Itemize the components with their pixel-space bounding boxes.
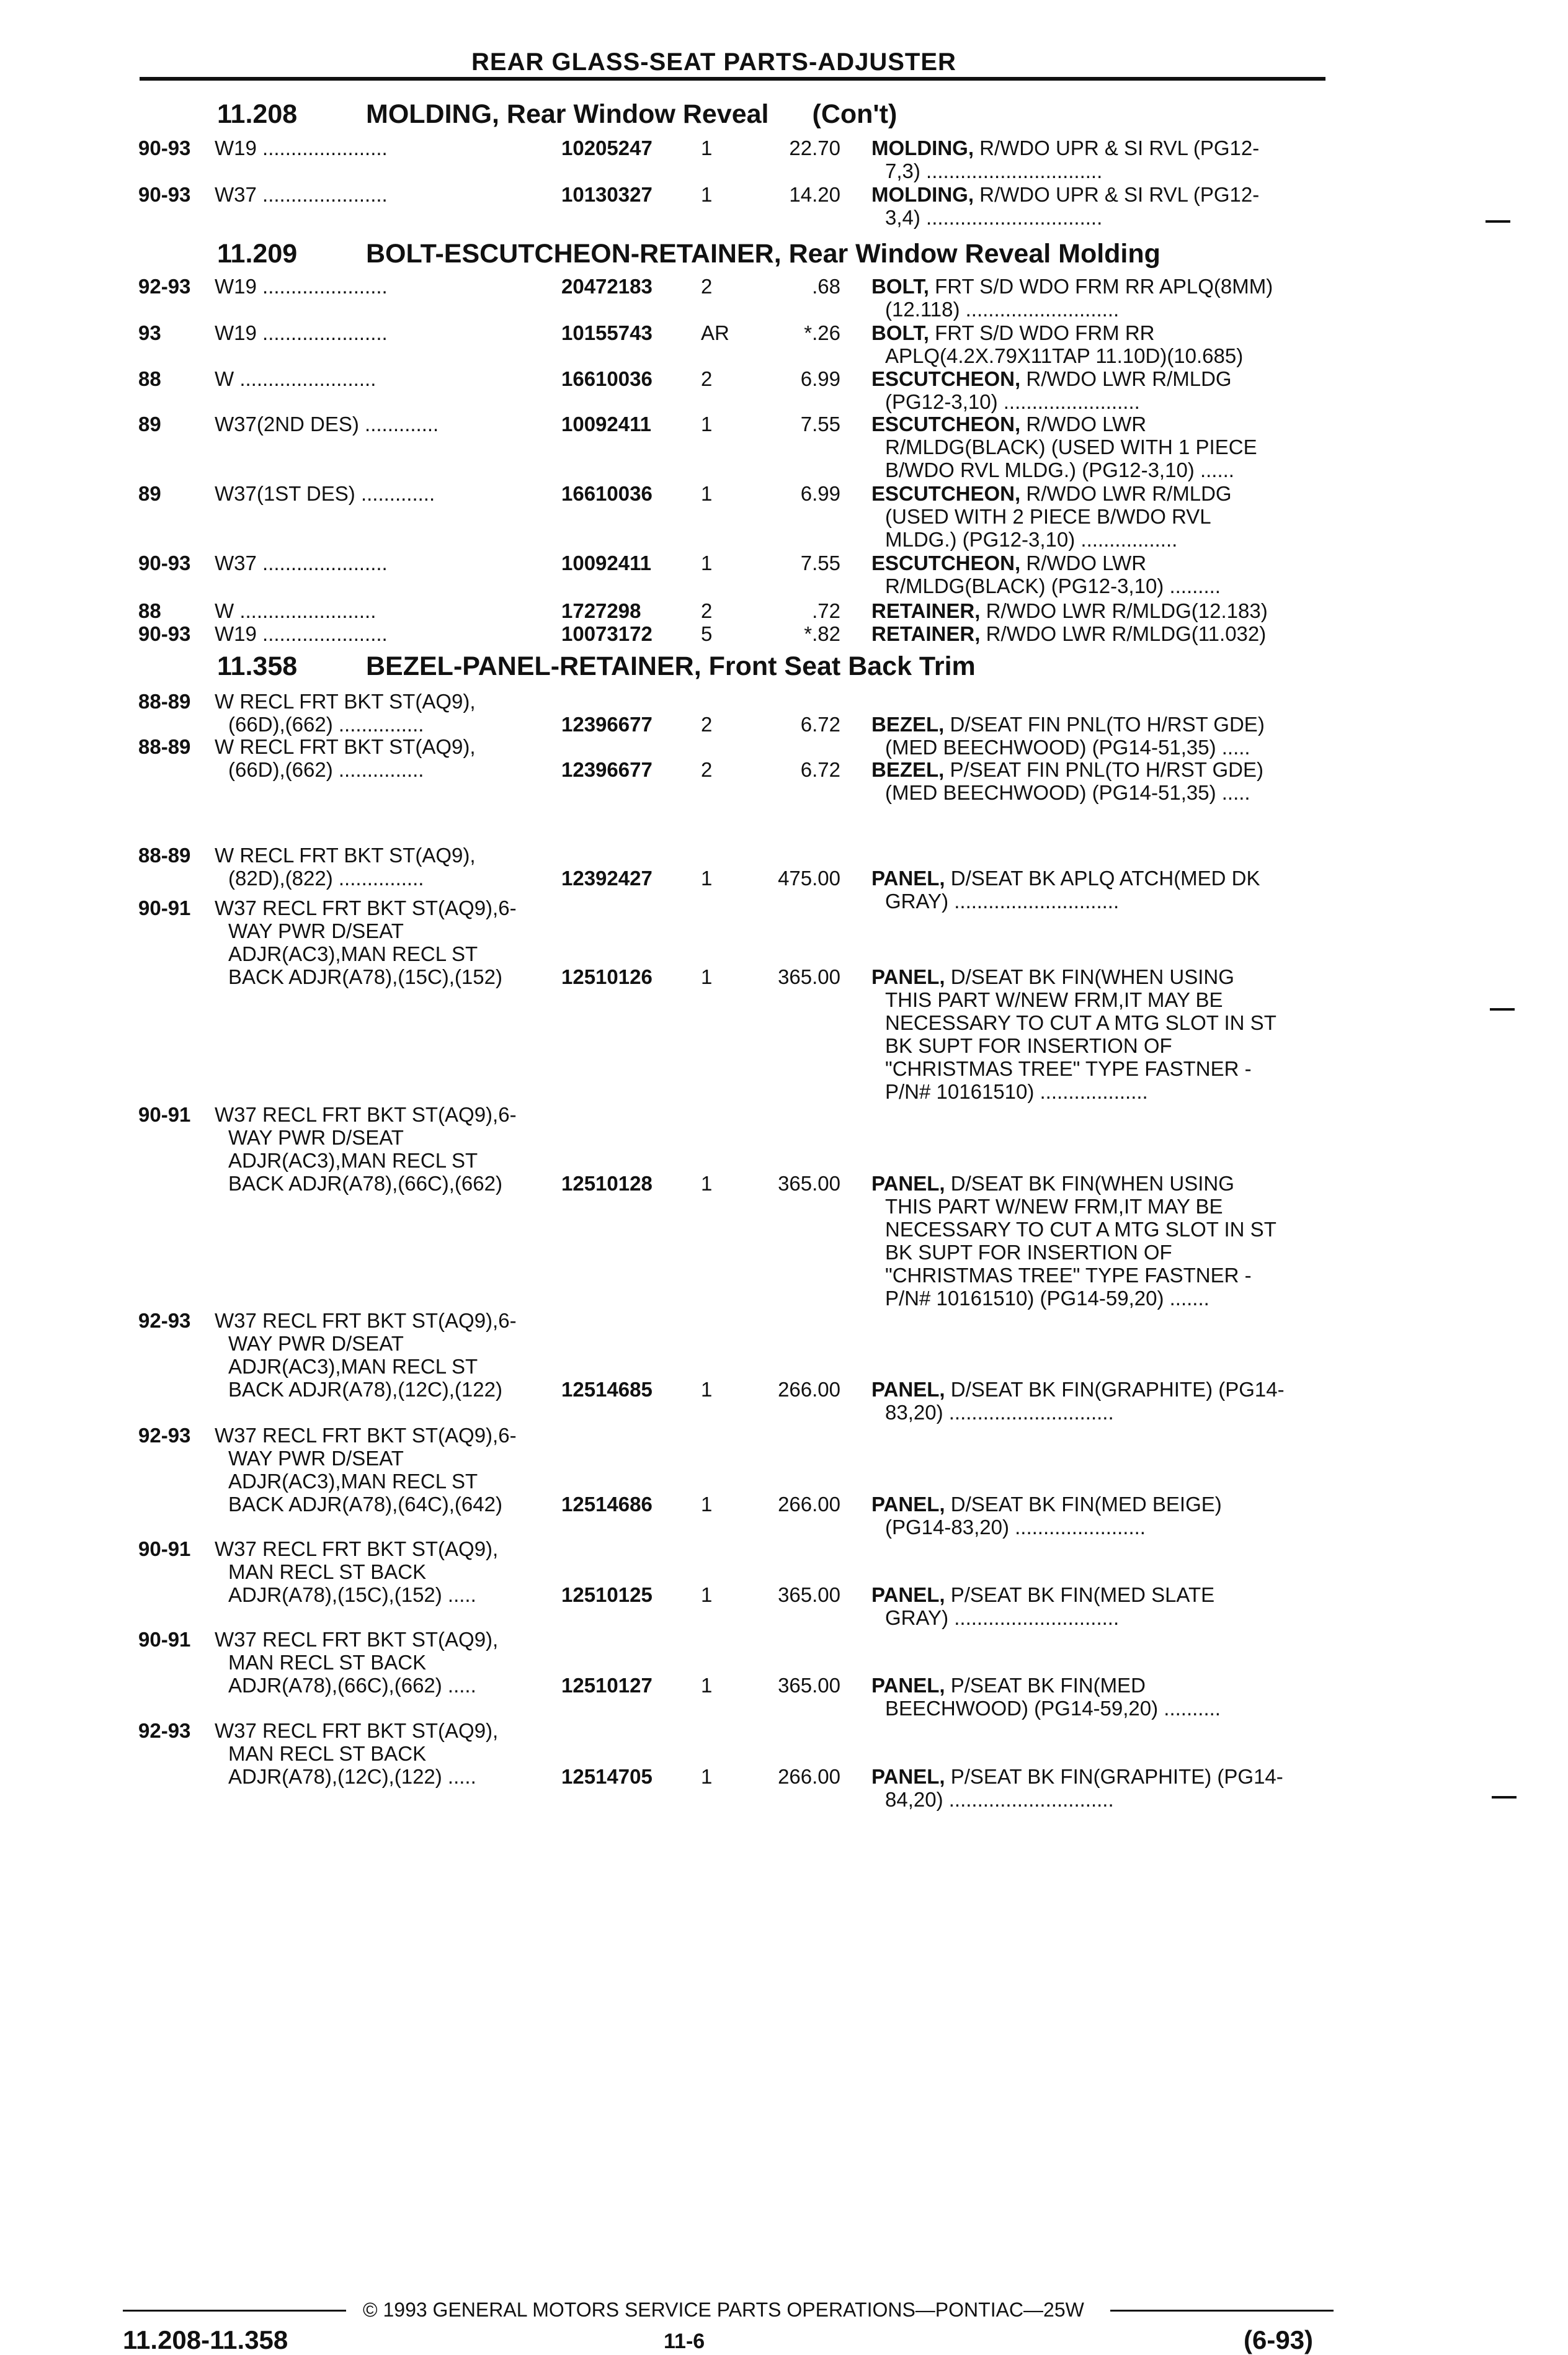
price: 7.55 bbox=[800, 413, 840, 436]
description-first-line bbox=[871, 1583, 1318, 1606]
price: 6.72 bbox=[800, 758, 840, 781]
margin-mark bbox=[1486, 220, 1510, 223]
margin-mark bbox=[1492, 1796, 1517, 1799]
section-number: 11.208 bbox=[217, 99, 298, 129]
description-text: D/SEAT BK FIN(MED BEIGE) bbox=[950, 1493, 1222, 1516]
description bbox=[871, 183, 1318, 229]
description-line: (PG12-3,10) ........................ bbox=[885, 390, 1140, 413]
description-text: P/SEAT BK FIN(MED SLATE bbox=[950, 1583, 1215, 1606]
quantity: 1 bbox=[701, 965, 713, 988]
description bbox=[871, 758, 1318, 804]
application-line: W37 ...................... bbox=[215, 183, 388, 206]
model-years: 88 bbox=[138, 599, 161, 622]
description-line: 3,4) ............................... bbox=[885, 206, 1103, 229]
description-first-line bbox=[871, 367, 1318, 390]
application-line: WAY PWR D/SEAT bbox=[228, 919, 404, 942]
application-line: W RECL FRT BKT ST(AQ9), bbox=[215, 690, 476, 713]
model-years: 90-93 bbox=[138, 622, 191, 645]
description-line: P/N# 10161510) (PG14-59,20) ....... bbox=[885, 1287, 1209, 1310]
price: 7.55 bbox=[800, 552, 840, 574]
description-line: THIS PART W/NEW FRM,IT MAY BE bbox=[885, 988, 1223, 1011]
part-name: MOLDING, bbox=[871, 136, 974, 159]
model-years: 88-89 bbox=[138, 844, 191, 867]
price: 266.00 bbox=[778, 1765, 840, 1788]
model-years: 90-93 bbox=[138, 136, 191, 159]
footer-rule-left bbox=[123, 2310, 346, 2312]
description bbox=[871, 1172, 1318, 1310]
description-first-line bbox=[871, 1172, 1318, 1195]
part-name: BOLT, bbox=[871, 321, 929, 344]
quantity: 2 bbox=[701, 275, 713, 298]
application-line: WAY PWR D/SEAT bbox=[228, 1126, 404, 1149]
application-line: W19 ...................... bbox=[215, 275, 388, 298]
description-first-line bbox=[871, 413, 1318, 436]
part-number: 16610036 bbox=[561, 482, 653, 505]
description-text: FRT S/D WDO FRM RR APLQ(8MM) bbox=[935, 275, 1273, 298]
description-line: 84,20) ............................. bbox=[885, 1788, 1114, 1811]
description-text: P/SEAT FIN PNL(TO H/RST GDE) bbox=[950, 758, 1263, 781]
description-text: D/SEAT BK APLQ ATCH(MED DK bbox=[950, 867, 1260, 890]
description bbox=[871, 367, 1318, 413]
part-name: BEZEL, bbox=[871, 758, 945, 781]
price: 14.20 bbox=[789, 183, 840, 206]
model-years: 93 bbox=[138, 321, 161, 344]
section-title: BOLT-ESCUTCHEON-RETAINER, Rear Window Reveal Molding bbox=[366, 239, 1160, 269]
model-years: 92-93 bbox=[138, 1719, 191, 1742]
model-years: 88 bbox=[138, 367, 161, 390]
description-line: (MED BEECHWOOD) (PG14-51,35) ..... bbox=[885, 781, 1250, 804]
application bbox=[215, 413, 550, 436]
description-text: D/SEAT BK FIN(WHEN USING bbox=[950, 1172, 1234, 1195]
description-line: (MED BEECHWOOD) (PG14-51,35) ..... bbox=[885, 736, 1250, 759]
price: 475.00 bbox=[778, 867, 840, 890]
quantity: 1 bbox=[701, 1765, 713, 1788]
application bbox=[215, 844, 550, 890]
description-first-line bbox=[871, 758, 1318, 781]
model-years: 89 bbox=[138, 413, 161, 436]
application-line: BACK ADJR(A78),(12C),(122) bbox=[228, 1378, 502, 1401]
description bbox=[871, 867, 1318, 913]
application bbox=[215, 1309, 550, 1401]
application-line: (66D),(662) ............... bbox=[228, 713, 424, 736]
part-name: ESCUTCHEON, bbox=[871, 482, 1021, 505]
application bbox=[215, 690, 550, 736]
application-line: W37(1ST DES) ............. bbox=[215, 482, 435, 505]
price: 365.00 bbox=[778, 1583, 840, 1606]
section-heading bbox=[217, 651, 976, 682]
part-number: 10155743 bbox=[561, 321, 653, 344]
part-name: PANEL, bbox=[871, 867, 945, 890]
application bbox=[215, 482, 550, 505]
model-years: 88-89 bbox=[138, 690, 191, 713]
section-title: BEZEL-PANEL-RETAINER, Front Seat Back Trim bbox=[366, 651, 976, 681]
description-first-line bbox=[871, 321, 1318, 344]
description-first-line bbox=[871, 136, 1318, 159]
description-first-line bbox=[871, 622, 1318, 645]
description-line: R/MLDG(BLACK) (PG12-3,10) ......... bbox=[885, 574, 1221, 597]
description-text: D/SEAT BK FIN(WHEN USING bbox=[950, 965, 1234, 988]
part-name: BEZEL, bbox=[871, 713, 945, 736]
description-first-line bbox=[871, 183, 1318, 206]
description-first-line bbox=[871, 1674, 1318, 1697]
application-line: W ........................ bbox=[215, 367, 376, 390]
application bbox=[215, 1103, 550, 1195]
model-years: 90-93 bbox=[138, 183, 191, 206]
quantity: 1 bbox=[701, 867, 713, 890]
footer-page-number: 11-6 bbox=[664, 2330, 705, 2353]
part-number: 20472183 bbox=[561, 275, 653, 298]
copyright-notice: © 1993 GENERAL MOTORS SERVICE PARTS OPERATIONS—PONTIAC—25W bbox=[363, 2299, 1084, 2321]
quantity: 1 bbox=[701, 183, 713, 206]
application-line: W ........................ bbox=[215, 599, 376, 622]
application bbox=[215, 735, 550, 781]
application-line: BACK ADJR(A78),(15C),(152) bbox=[228, 965, 502, 988]
description-text: R/WDO LWR bbox=[1026, 552, 1147, 574]
application bbox=[215, 896, 550, 988]
application-line: W RECL FRT BKT ST(AQ9), bbox=[215, 735, 476, 758]
part-name: MOLDING, bbox=[871, 183, 974, 206]
application-line: ADJR(AC3),MAN RECL ST bbox=[228, 1470, 478, 1493]
model-years: 90-93 bbox=[138, 552, 191, 574]
application bbox=[215, 622, 550, 645]
part-number: 10073172 bbox=[561, 622, 653, 645]
part-number: 12396677 bbox=[561, 758, 653, 781]
price: 365.00 bbox=[778, 1172, 840, 1195]
application-line: WAY PWR D/SEAT bbox=[228, 1447, 404, 1470]
part-name: BOLT, bbox=[871, 275, 929, 298]
footer-section-range: 11.208-11.358 bbox=[123, 2325, 288, 2354]
application-line: W37 RECL FRT BKT ST(AQ9),6- bbox=[215, 896, 517, 919]
application bbox=[215, 1537, 550, 1606]
footer-date-code: (6-93) bbox=[1244, 2325, 1314, 2354]
description-line: (12.118) ........................... bbox=[885, 298, 1120, 321]
application-line: W19 ...................... bbox=[215, 622, 388, 645]
part-number: 12514685 bbox=[561, 1378, 653, 1401]
application-line: MAN RECL ST BACK bbox=[228, 1651, 427, 1674]
application-line: W37 RECL FRT BKT ST(AQ9), bbox=[215, 1537, 499, 1560]
part-name: RETAINER, bbox=[871, 599, 981, 622]
description-line: NECESSARY TO CUT A MTG SLOT IN ST bbox=[885, 1218, 1276, 1241]
description-line: BK SUPT FOR INSERTION OF bbox=[885, 1034, 1172, 1057]
model-years: 90-91 bbox=[138, 896, 191, 919]
application-line: W RECL FRT BKT ST(AQ9), bbox=[215, 844, 476, 867]
description bbox=[871, 1493, 1318, 1539]
application-line: BACK ADJR(A78),(66C),(662) bbox=[228, 1172, 502, 1195]
part-name: PANEL, bbox=[871, 965, 945, 988]
application-line: W37 RECL FRT BKT ST(AQ9),6- bbox=[215, 1103, 517, 1126]
application bbox=[215, 321, 550, 344]
quantity: 2 bbox=[701, 599, 713, 622]
application-line: WAY PWR D/SEAT bbox=[228, 1332, 404, 1355]
part-name: RETAINER, bbox=[871, 622, 981, 645]
quantity: 1 bbox=[701, 1583, 713, 1606]
application-line: W37(2ND DES) ............. bbox=[215, 413, 439, 436]
description-line: 83,20) ............................. bbox=[885, 1401, 1114, 1424]
price: 22.70 bbox=[789, 136, 840, 159]
application-line: MAN RECL ST BACK bbox=[228, 1560, 427, 1583]
description-text: R/WDO UPR & SI RVL (PG12- bbox=[979, 136, 1260, 159]
description-first-line bbox=[871, 867, 1318, 890]
description-line: APLQ(4.2X.79X11TAP 11.10D)(10.685) bbox=[885, 344, 1244, 367]
part-number: 12510125 bbox=[561, 1583, 653, 1606]
model-years: 92-93 bbox=[138, 275, 191, 298]
price: 266.00 bbox=[778, 1493, 840, 1516]
model-years: 90-91 bbox=[138, 1537, 191, 1560]
description bbox=[871, 552, 1318, 597]
part-number: 12514705 bbox=[561, 1765, 653, 1788]
application bbox=[215, 552, 550, 574]
part-number: 12392427 bbox=[561, 867, 653, 890]
application-line: W37 RECL FRT BKT ST(AQ9), bbox=[215, 1628, 499, 1651]
part-number: 12510128 bbox=[561, 1172, 653, 1195]
price: 6.72 bbox=[800, 713, 840, 736]
description bbox=[871, 599, 1318, 622]
description-line: R/MLDG(BLACK) (USED WITH 1 PIECE bbox=[885, 436, 1257, 458]
description-text: P/SEAT BK FIN(MED bbox=[950, 1674, 1146, 1697]
section-heading bbox=[217, 99, 897, 130]
part-number: 10092411 bbox=[561, 552, 652, 574]
quantity: 1 bbox=[701, 413, 713, 436]
quantity: 2 bbox=[701, 758, 713, 781]
part-name: PANEL, bbox=[871, 1674, 945, 1697]
application-line: ADJR(AC3),MAN RECL ST bbox=[228, 1149, 478, 1172]
description-first-line bbox=[871, 713, 1318, 736]
description-text: D/SEAT FIN PNL(TO H/RST GDE) bbox=[950, 713, 1265, 736]
description-text: R/WDO LWR R/MLDG bbox=[1026, 367, 1232, 390]
part-number: 10205247 bbox=[561, 136, 653, 159]
footer-rule-right bbox=[1110, 2310, 1334, 2312]
description bbox=[871, 622, 1318, 645]
application-line: W19 ...................... bbox=[215, 136, 388, 159]
application bbox=[215, 1719, 550, 1788]
description bbox=[871, 713, 1318, 759]
section-heading bbox=[217, 239, 1160, 269]
part-number: 1727298 bbox=[561, 599, 641, 622]
application bbox=[215, 1628, 550, 1697]
model-years: 89 bbox=[138, 482, 161, 505]
margin-mark bbox=[1490, 1008, 1515, 1011]
application-line: MAN RECL ST BACK bbox=[228, 1742, 427, 1765]
price: 365.00 bbox=[778, 1674, 840, 1697]
price: 6.99 bbox=[800, 482, 840, 505]
description-line: NECESSARY TO CUT A MTG SLOT IN ST bbox=[885, 1011, 1276, 1034]
description-first-line bbox=[871, 275, 1318, 298]
quantity: 5 bbox=[701, 622, 713, 645]
description-line: GRAY) ............................. bbox=[885, 1606, 1120, 1629]
section-number: 11.209 bbox=[217, 239, 298, 269]
application bbox=[215, 183, 550, 206]
quantity: AR bbox=[701, 321, 729, 344]
price: *.26 bbox=[804, 321, 840, 344]
price: 365.00 bbox=[778, 965, 840, 988]
price: 266.00 bbox=[778, 1378, 840, 1401]
quantity: 1 bbox=[701, 1493, 713, 1516]
quantity: 2 bbox=[701, 713, 713, 736]
page-title: REAR GLASS-SEAT PARTS-ADJUSTER bbox=[471, 48, 956, 76]
description-line: THIS PART W/NEW FRM,IT MAY BE bbox=[885, 1195, 1223, 1218]
header-rule bbox=[140, 77, 1325, 81]
description bbox=[871, 321, 1318, 367]
application bbox=[215, 367, 550, 390]
description bbox=[871, 482, 1318, 551]
description-line: B/WDO RVL MLDG.) (PG12-3,10) ...... bbox=[885, 458, 1234, 481]
application-line: W37 RECL FRT BKT ST(AQ9),6- bbox=[215, 1424, 517, 1447]
quantity: 1 bbox=[701, 552, 713, 574]
application-line: ADJR(AC3),MAN RECL ST bbox=[228, 942, 478, 965]
application-line: (66D),(662) ............... bbox=[228, 758, 424, 781]
part-number: 12510126 bbox=[561, 965, 653, 988]
part-number: 16610036 bbox=[561, 367, 653, 390]
application-line: ADJR(A78),(66C),(662) ..... bbox=[228, 1674, 476, 1697]
model-years: 88-89 bbox=[138, 735, 191, 758]
description-line: BEECHWOOD) (PG14-59,20) .......... bbox=[885, 1697, 1221, 1720]
description-text: R/WDO UPR & SI RVL (PG12- bbox=[979, 183, 1260, 206]
application-line: ADJR(A78),(15C),(152) ..... bbox=[228, 1583, 476, 1606]
price: *.82 bbox=[804, 622, 840, 645]
quantity: 1 bbox=[701, 1172, 713, 1195]
part-number: 10092411 bbox=[561, 413, 652, 436]
description-first-line bbox=[871, 599, 1318, 622]
description bbox=[871, 1583, 1318, 1629]
section-number: 11.358 bbox=[217, 651, 298, 681]
application bbox=[215, 599, 550, 622]
description-line: BK SUPT FOR INSERTION OF bbox=[885, 1241, 1172, 1264]
quantity: 1 bbox=[701, 482, 713, 505]
description-first-line bbox=[871, 1378, 1318, 1401]
quantity: 2 bbox=[701, 367, 713, 390]
description-line: (PG14-83,20) ....................... bbox=[885, 1516, 1146, 1539]
description bbox=[871, 1765, 1318, 1811]
part-number: 12396677 bbox=[561, 713, 653, 736]
description-line: "CHRISTMAS TREE" TYPE FASTNER - bbox=[885, 1057, 1252, 1080]
description bbox=[871, 275, 1318, 321]
description bbox=[871, 413, 1318, 481]
description bbox=[871, 1378, 1318, 1424]
section-note: (Con't) bbox=[812, 99, 898, 129]
description-first-line bbox=[871, 482, 1318, 505]
quantity: 1 bbox=[701, 1378, 713, 1401]
price: .72 bbox=[812, 599, 840, 622]
part-number: 12514686 bbox=[561, 1493, 653, 1516]
model-years: 92-93 bbox=[138, 1309, 191, 1332]
part-name: PANEL, bbox=[871, 1493, 945, 1516]
price: .68 bbox=[812, 275, 840, 298]
application bbox=[215, 275, 550, 298]
part-name: ESCUTCHEON, bbox=[871, 552, 1021, 574]
description-text: R/WDO LWR R/MLDG(12.183) bbox=[986, 599, 1268, 622]
description bbox=[871, 965, 1318, 1103]
application-line: (82D),(822) ............... bbox=[228, 867, 424, 890]
price: 6.99 bbox=[800, 367, 840, 390]
description-line: 7,3) ............................... bbox=[885, 159, 1103, 182]
part-name: ESCUTCHEON, bbox=[871, 413, 1021, 436]
description bbox=[871, 1674, 1318, 1720]
description-line: MLDG.) (PG12-3,10) ................. bbox=[885, 528, 1178, 551]
description-text: R/WDO LWR bbox=[1026, 413, 1147, 436]
part-name: PANEL, bbox=[871, 1172, 945, 1195]
part-name: PANEL, bbox=[871, 1765, 945, 1788]
application-line: W37 RECL FRT BKT ST(AQ9), bbox=[215, 1719, 499, 1742]
description-text: R/WDO LWR R/MLDG(11.032) bbox=[986, 622, 1267, 645]
model-years: 90-91 bbox=[138, 1103, 191, 1126]
application-line: W37 ...................... bbox=[215, 552, 388, 574]
description-text: D/SEAT BK FIN(GRAPHITE) (PG14- bbox=[950, 1378, 1285, 1401]
application-line: W19 ...................... bbox=[215, 321, 388, 344]
application-line: ADJR(AC3),MAN RECL ST bbox=[228, 1355, 478, 1378]
quantity: 1 bbox=[701, 136, 713, 159]
part-name: PANEL, bbox=[871, 1583, 945, 1606]
part-name: PANEL, bbox=[871, 1378, 945, 1401]
description-first-line bbox=[871, 1765, 1318, 1788]
section-title: MOLDING, Rear Window Reveal bbox=[366, 99, 769, 129]
application bbox=[215, 136, 550, 159]
application bbox=[215, 1424, 550, 1516]
description-line: P/N# 10161510) ................... bbox=[885, 1080, 1148, 1103]
description-text: FRT S/D WDO FRM RR bbox=[935, 321, 1155, 344]
description-first-line bbox=[871, 1493, 1318, 1516]
quantity: 1 bbox=[701, 1674, 713, 1697]
description-line: GRAY) ............................. bbox=[885, 890, 1120, 913]
application-line: W37 RECL FRT BKT ST(AQ9),6- bbox=[215, 1309, 517, 1332]
description-text: P/SEAT BK FIN(GRAPHITE) (PG14- bbox=[950, 1765, 1283, 1788]
description bbox=[871, 136, 1318, 182]
model-years: 92-93 bbox=[138, 1424, 191, 1447]
description-line: "CHRISTMAS TREE" TYPE FASTNER - bbox=[885, 1264, 1252, 1287]
part-name: ESCUTCHEON, bbox=[871, 367, 1021, 390]
part-number: 10130327 bbox=[561, 183, 653, 206]
application-line: ADJR(A78),(12C),(122) ..... bbox=[228, 1765, 476, 1788]
description-text: R/WDO LWR R/MLDG bbox=[1026, 482, 1232, 505]
description-first-line bbox=[871, 965, 1318, 988]
description-line: (USED WITH 2 PIECE B/WDO RVL bbox=[885, 505, 1211, 528]
description-first-line bbox=[871, 552, 1318, 574]
application-line: BACK ADJR(A78),(64C),(642) bbox=[228, 1493, 502, 1516]
part-number: 12510127 bbox=[561, 1674, 653, 1697]
model-years: 90-91 bbox=[138, 1628, 191, 1651]
